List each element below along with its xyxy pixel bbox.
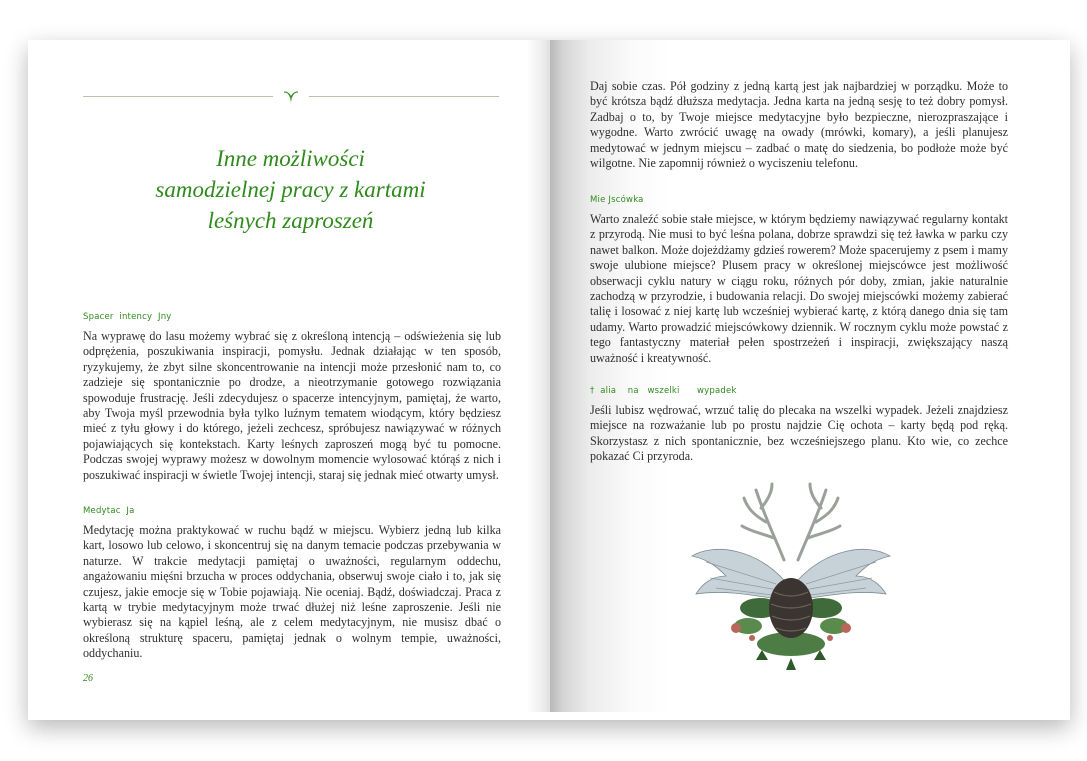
section-heading-spot: Mie Jscówka: [590, 195, 644, 205]
section-heading-meditation: Medytac Ja: [83, 506, 135, 516]
section-body-spot: Warto znaleźć sobie stałe miejsce, w którym będziemy nawiązywać regularny kontakt z przyrodą. Nie musi to być leśna polana, dobrze sprawdzi się też ławka w parku czy nawet balkon. Może dojeżdżamy gdzieś rowerem? Może spacerujemy z psem i mamy swoje ulubione miejsce? Plusem pracy w określonej miejscówce jest możliwość obserwacji cyklu natury w ciągu roku, różnych pór doby, zmian, jakie naturalnie zachodzą w przyrodzie, i budowania relacji. Do swojej miejscówki możemy zabierać talię i losować z niej kartę lub wcześniej wybierać kartę, z którą danego dnia się tam udamy. Warto prowadzić miejscówkowy dziennik. W rocznym cyklu może powstać z tego fantastyczny materiał pełen spostrzeżeń i inspiracji, zwiększający naszą uważność i kreatywność.: [590, 212, 1008, 365]
fern-ornament-icon: [281, 87, 301, 107]
gutter-shadow: [526, 40, 550, 712]
section-body-just-in-case: Jeśli lubisz wędrować, wrzuć talię do plecaka na wszelki wypadek. Jeżeli znajdziesz miejsce na rozważanie lub po prostu najdzie Cię ochota – karty będą pod ręką. Skorzystasz z nich spontanicznie, bez wcześniejszego planu. Kto wie, co zechce pokazać Ci przyroda.: [590, 403, 1008, 464]
title-line-3: leśnych zaproszeń: [207, 208, 374, 233]
section-body-intentional-walk: Na wyprawę do lasu możemy wybrać się z określoną intencją – odświeżenia się lub odprężenia, poszukiwania inspiracji, pomysłu. Jednak działając w ten sposób, ryzykujemy, że zbyt silne skoncentrowanie na intencji może przesłonić nam to, co zadzieje się spontanicznie po drodze, a nieotrzymanie gotowego rozwiązania spowoduje frustrację. Jeśli zdecydujesz o spacerze intencyjnym, pamiętaj, że warto, aby Twoja myśl przewodnia była tylko luźnym tematem wiodącym, który będziesz mieć z tyłu głowy i do którego, jeżeli zechcesz, spróbujesz nawiązywać w różnych pojawiających się kontekstach. Karty leśnych zaproszeń mogą być tu pomocne. Podczas swojej wyprawy możesz w dowolnym momencie wylosować którąś z nich i poszukiwać inspiracji w świetle Twojej intencji, staraj się jednak mieć otwarty umysł.: [83, 329, 501, 482]
title-line-1: Inne możliwości: [216, 146, 365, 171]
section-body-meditation: Medytację można praktykować w ruchu bądź w miejscu. Wybierz jedną lub kilka kart, losowo lub celowo, i skoncentruj się na danym temacie podczas przebywania w naturze. W trakcie medytacji pamiętaj o uważności, regularnym oddechu, angażowaniu mięśni brzucha w proces oddychania, obserwuj swoje ciało i to, jak się czujesz, jakie emocje się w Tobie pojawiają. Nie oceniaj. Bądź, doświadczaj. Praca z kartą w trybie medytacyjnym może trwać dłużej niż leśne zaproszenie. Jeśli nie wybierasz się na kąpiel leśną, ale z celem medytacyjnym, nie musisz dbać o określoną strukturę spaceru, pamiętaj jednak o wolnym tempie, uważności, oddychaniu.: [83, 523, 501, 661]
left-page: [28, 40, 550, 712]
title-line-2: samodzielnej pracy z kartami: [155, 177, 426, 202]
section-heading-intentional-walk: Spacer intency Jny: [83, 312, 172, 322]
page-number: 26: [83, 673, 93, 684]
section-heading-just-in-case: † alia na wszelki wypadek: [590, 386, 737, 396]
title-ornament: [83, 87, 499, 107]
right-page: [550, 40, 1070, 712]
ornament-rule-right: [309, 96, 499, 97]
section-body-intro: Daj sobie czas. Pół godziny z jedną kartą jest jak najbardziej w porządku. Może to być krótsza bądź dłuższa medytacja. Jedna karta na jedną sesję to też dobry pomysł. Zadbaj o to, by Twoje miejsce medytacyjne było bezpieczne, nierozpraszające i wygodne. Warto zwrócić uwagę na owady (mrówki, komary), a jeśli planujesz medytować w jednym miejscu – zadbać o matę do siedzenia, bo podłoże może być wilgotne. Nie zapomnij również o wyciszeniu telefonu.: [590, 79, 1008, 171]
antler-pinecone-illustration: [686, 480, 896, 680]
chapter-title: [88, 143, 493, 236]
ornament-rule-left: [83, 96, 273, 97]
